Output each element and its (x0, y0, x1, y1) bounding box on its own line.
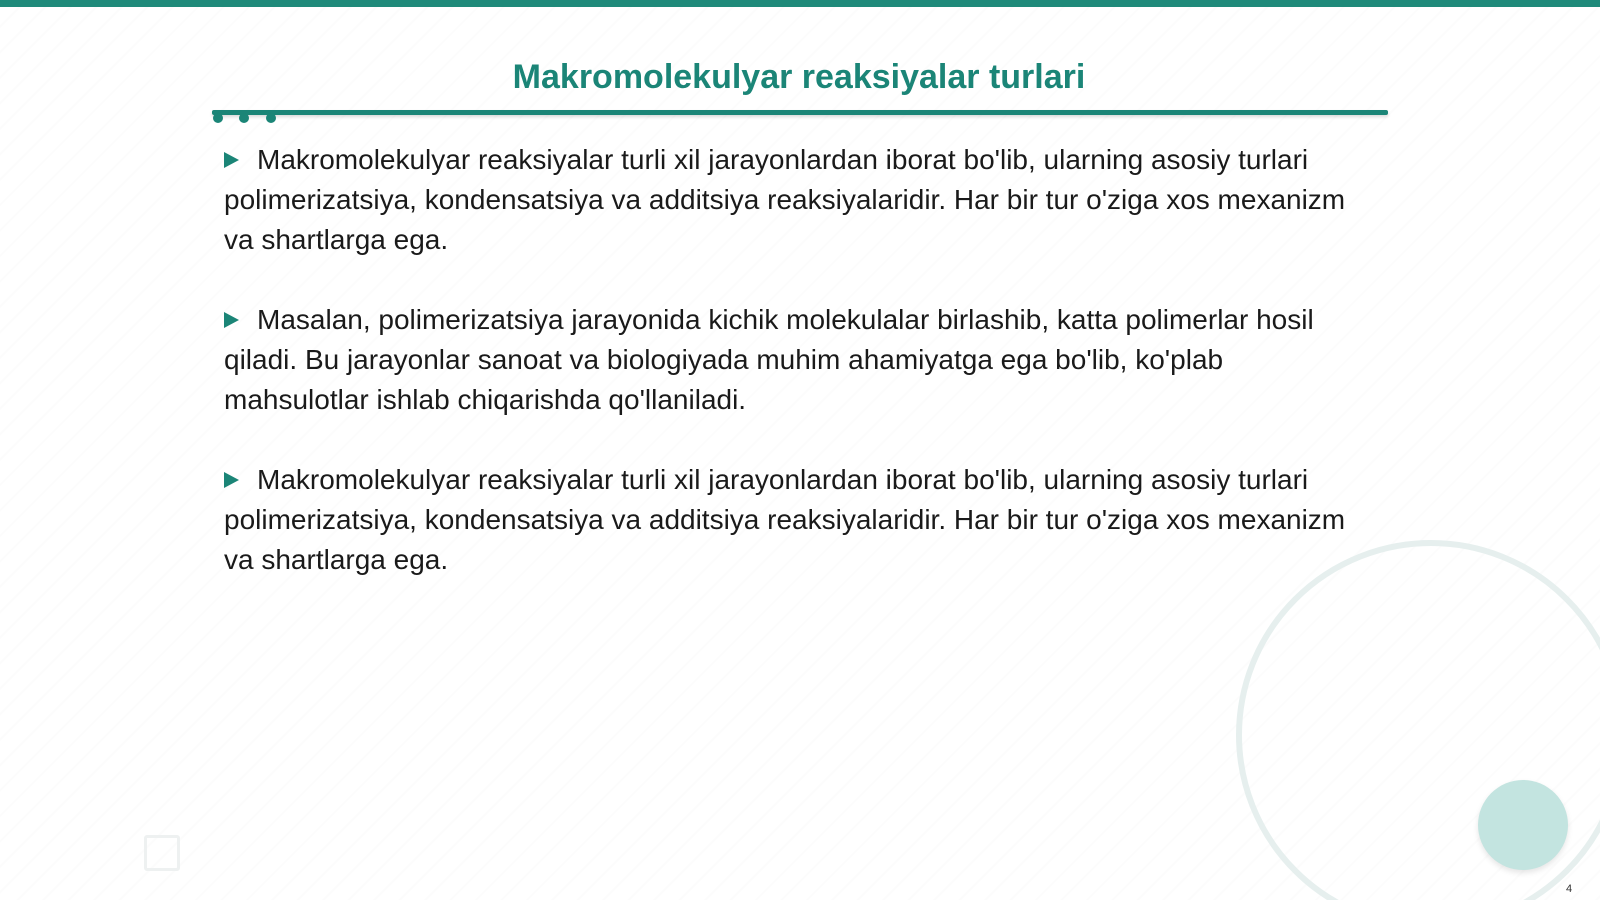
triangle-right-icon (224, 152, 239, 168)
bullet-paragraph-2 (224, 300, 1354, 420)
bullet-paragraph-1 (224, 140, 1354, 260)
page-number: 4 (1566, 883, 1573, 895)
decor-dot-2 (239, 113, 249, 123)
top-accent-bar (0, 0, 1600, 7)
bullet-paragraph-3 (224, 460, 1354, 580)
decor-dot-3 (266, 113, 276, 123)
paragraph-text-2: Masalan, polimerizatsiya jarayonida kichik molekulalar birlashib, katta polimerlar hosil qiladi. Bu jarayonlar sanoat va biologiyada muhim ahamiyatga ega bo'lib, ko'plab mahsulotlar ishlab chiqarishda qo'llaniladi. (224, 304, 1314, 415)
paragraph-text-1: Makromolekulyar reaksiyalar turli xil jarayonlardan iborat bo'lib, ularning asosiy turlari polimerizatsiya, kondensatsiya va additsiya reaksiyalaridir. Har bir tur o'ziga xos mexanizm va shartlarga ega. (224, 144, 1346, 255)
decor-ball (1478, 780, 1568, 870)
triangle-right-icon (224, 312, 239, 328)
triangle-right-icon (224, 472, 239, 488)
decor-square (144, 835, 180, 871)
slide-content (224, 140, 1354, 620)
title-underline (212, 110, 1388, 115)
slide-title: Makromolekulyar reaksiyalar turlari (512, 58, 1086, 96)
decor-dot-1 (213, 113, 223, 123)
paragraph-text-3: Makromolekulyar reaksiyalar turli xil jarayonlardan iborat bo'lib, ularning asosiy turlari polimerizatsiya, kondensatsiya va additsiya reaksiyalaridir. Har bir tur o'ziga xos mexanizm va shartlarga ega. (224, 464, 1346, 575)
